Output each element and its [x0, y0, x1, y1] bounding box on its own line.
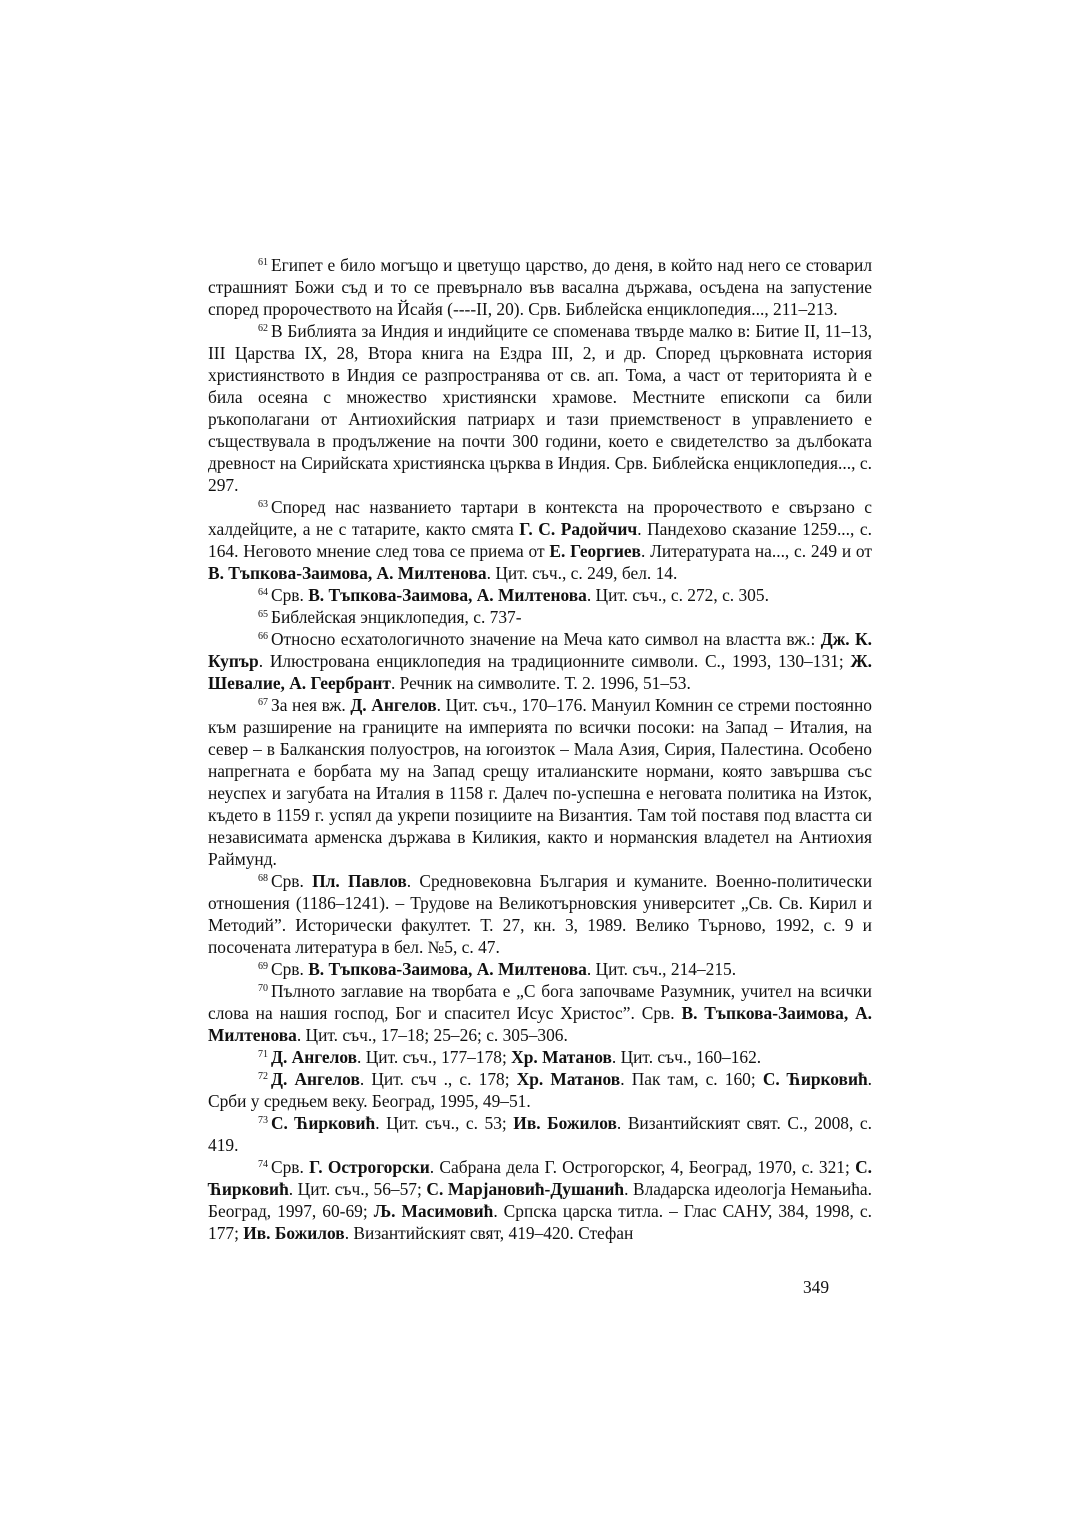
author-name: Љ. Масимовић — [373, 1201, 494, 1221]
footnote-63 — [208, 496, 872, 584]
footnote-text: Срв. — [271, 585, 309, 605]
footnote-number: 70 — [258, 983, 268, 994]
author-name: Ив. Божилов — [513, 1113, 617, 1133]
author-name: В. Тъпкова-Заимова, А. Милтенова — [208, 563, 487, 583]
footnote-number: 62 — [258, 323, 268, 334]
author-name: Ив. Божилов — [243, 1223, 345, 1243]
author-name: Г. С. Радойчич — [519, 519, 638, 539]
footnote-text: За нея вж. — [271, 695, 351, 715]
footnote-text: . Средновековна България и куманите. Военно-политически отношения (1186–1241). – Трудове на Великотърновския университет „Св. Св. Кирил и Методий”. Исторически факултет. Т. 27, кн. 3, 1989. Велико Търново, 1992, с. 9 и посочената литература в бел. №5, с. 47. — [208, 871, 872, 957]
footnote-text: . Византийският свят. С., 2008, с. 419. — [208, 1113, 872, 1155]
footnote-text: В Библията за Индия и индийците се споменава твърде малко в: Битие II, 11–13, III Царства IX, 28, Втора книга на Ездра III, 2, и др. Според църковната история християнството в Индия се разпространява от св. ап. Тома, а част от територията ѝ е била осеяна с множество християнски храмове. Местните епископи са били ръкополагани от Антиохийския патриарх и тази приемственост в управлението е съществувала в продължение на почти 300 години, което е свидетелство за дълбоката древност на Сирийската християнска църква в Индия. Срв. Библейска енциклопедия..., с. 297. — [208, 321, 872, 495]
footnote-number: 74 — [258, 1159, 268, 1170]
footnote-number: 61 — [258, 257, 268, 268]
footnote-text: Срв. — [271, 1157, 310, 1177]
footnote-66 — [208, 628, 872, 694]
footnote-text: Египет е било могъщо и цветущо царство, до деня, в който над него се стоварил страшният Божи съд и то се превърнало във васална държава, осъдена на запустение според пророчеството на Йсайя (----II, 20). Срв. Библейска енциклопедия..., 211–213. — [208, 255, 872, 319]
author-name: В. Тъпкова-Заимова, А. Милтенова — [308, 585, 587, 605]
author-name: Д. Ангелов — [271, 1069, 360, 1089]
author-name: Д. Ангелов — [350, 695, 437, 715]
footnote-number: 68 — [258, 873, 268, 884]
page-number: 349 — [802, 1277, 830, 1297]
footnote-text: . Цит. съч., 17–18; 25–26; с. 305–306. — [296, 1025, 568, 1045]
footnote-number: 67 — [258, 697, 268, 708]
footnote-text: Относно есхатологичното значение на Меча като символ на властта вж.: — [271, 629, 821, 649]
footnote-text: . Цит. съч., с. 249, бел. 14. — [486, 563, 678, 583]
author-name: Г. Острогорски — [309, 1157, 430, 1177]
author-name: В. Тъпкова-Заимова, А. Милтенова — [208, 1003, 873, 1045]
footnote-text: . Цит. съч., с. 53; — [375, 1113, 514, 1133]
author-name: Д. Ангелов — [271, 1047, 358, 1067]
footnote-71 — [208, 1046, 872, 1068]
footnote-text: . Владарска идеологја Немањића. Београд, 1997, 60-69; — [208, 1179, 872, 1221]
author-name: С. Ћирковић — [271, 1113, 376, 1133]
author-name: Дж. К. Купър — [208, 629, 872, 671]
footnote-number: 71 — [258, 1049, 268, 1060]
author-name: В. Тъпкова-Заимова, А. Милтенова — [308, 959, 587, 979]
footnote-number: 73 — [258, 1115, 268, 1126]
author-name: Ж. Шевалие, А. Геербрант — [208, 651, 872, 693]
footnote-text: . Цит. съч., 177–178; — [357, 1047, 512, 1067]
footnote-text: . Пандехово сказание 1259..., с. 164. Неговото мнение след това се приема от — [208, 519, 872, 561]
footnote-64 — [208, 584, 872, 606]
footnote-68 — [208, 870, 872, 958]
author-name: С. Марјановић-Душанић — [426, 1179, 625, 1199]
footnote-text: . Литературата на..., с. 249 и от — [640, 541, 872, 561]
footnote-number: 72 — [258, 1071, 268, 1082]
footnote-61 — [208, 254, 872, 320]
footnote-number: 65 — [258, 609, 268, 620]
footnote-text: . Цит. съч ., с. 178; — [359, 1069, 517, 1089]
footnote-62 — [208, 320, 872, 496]
footnote-text: . Византийският свят, 419–420. Стефан — [344, 1223, 634, 1243]
footnote-text: . Цит. съч., 160–162. — [611, 1047, 762, 1067]
footnote-text: . Цит. съч., 56–57; — [288, 1179, 427, 1199]
footnote-number: 66 — [258, 631, 268, 642]
footnote-text: . Пак там, с. 160; — [620, 1069, 763, 1089]
footnote-text: . Сабрана дела Г. Острогорског, 4, Београд, 1970, с. 321; — [429, 1157, 856, 1177]
author-name: Хр. Матанов — [511, 1047, 612, 1067]
footnote-text: . Речник на символите. Т. 2. 1996, 51–53. — [390, 673, 691, 693]
footnote-text: . Цит. съч., 214–215. — [586, 959, 737, 979]
footnote-text: Библейская энциклопедия, с. 737- — [271, 607, 522, 627]
footnote-74 — [208, 1156, 872, 1244]
footnote-text: . Српска царска титла. – Глас САНУ, 384, 1998, с. 177; — [208, 1201, 872, 1243]
footnote-number: 64 — [258, 587, 268, 598]
footnote-text: . Цит. съч., с. 272, с. 305. — [586, 585, 769, 605]
author-name: С. Ћирковић — [208, 1157, 873, 1199]
author-name: С. Ћирковић — [762, 1069, 868, 1089]
footnote-70 — [208, 980, 872, 1046]
footnote-text: . Срби у средњем веку. Београд, 1995, 49–51. — [208, 1069, 873, 1111]
footnote-text: Срв. — [271, 959, 309, 979]
author-name: Е. Георгиев — [549, 541, 641, 561]
footnote-65 — [208, 606, 872, 628]
footnote-text: Срв. — [271, 871, 313, 891]
footnote-73 — [208, 1112, 872, 1156]
footnote-text: Според нас названието тартари в контекста на пророчеството е свързано с халдейците, а не с татарите, както смята — [208, 497, 872, 539]
footnote-text: . Цит. съч., 170–176. Мануил Комнин се стреми постоянно към разширение на границите на империята по всички посоки: на Запад – Италия, на север – в Балканския полуостров, на югоизток – Мала Азия, Сирия, Палестина. Особено напрегната е борбата му на Запад срещу италианските нормани, която завършва със неуспех и загубата на Италия в 1158 г. Далеч по-успешна е неговата политика на Изток, където в 1159 г. успял да укрепи позициите на Византия. Там той поставя под властта си независимата арменска държава в Киликия, както и норманския владетел на Антиохия Раймунд. — [208, 695, 872, 869]
footnote-69 — [208, 958, 872, 980]
footnote-72 — [208, 1068, 872, 1112]
footnote-text: . Илюстрована енциклопедия на традиционните символи. С., 1993, 130–131; — [258, 651, 851, 671]
footnote-number: 69 — [258, 961, 268, 972]
footnotes-block — [208, 254, 872, 1244]
footnote-text: Пълното заглавие на творбата е „С бога започваме Разумник, учител на всички слова на нашия господ, Бог и спасител Исус Христос”. Срв. — [208, 981, 872, 1023]
author-name: Пл. Павлов — [312, 871, 407, 891]
footnote-number: 63 — [258, 499, 268, 510]
author-name: Хр. Матанов — [516, 1069, 621, 1089]
footnote-67 — [208, 694, 872, 870]
